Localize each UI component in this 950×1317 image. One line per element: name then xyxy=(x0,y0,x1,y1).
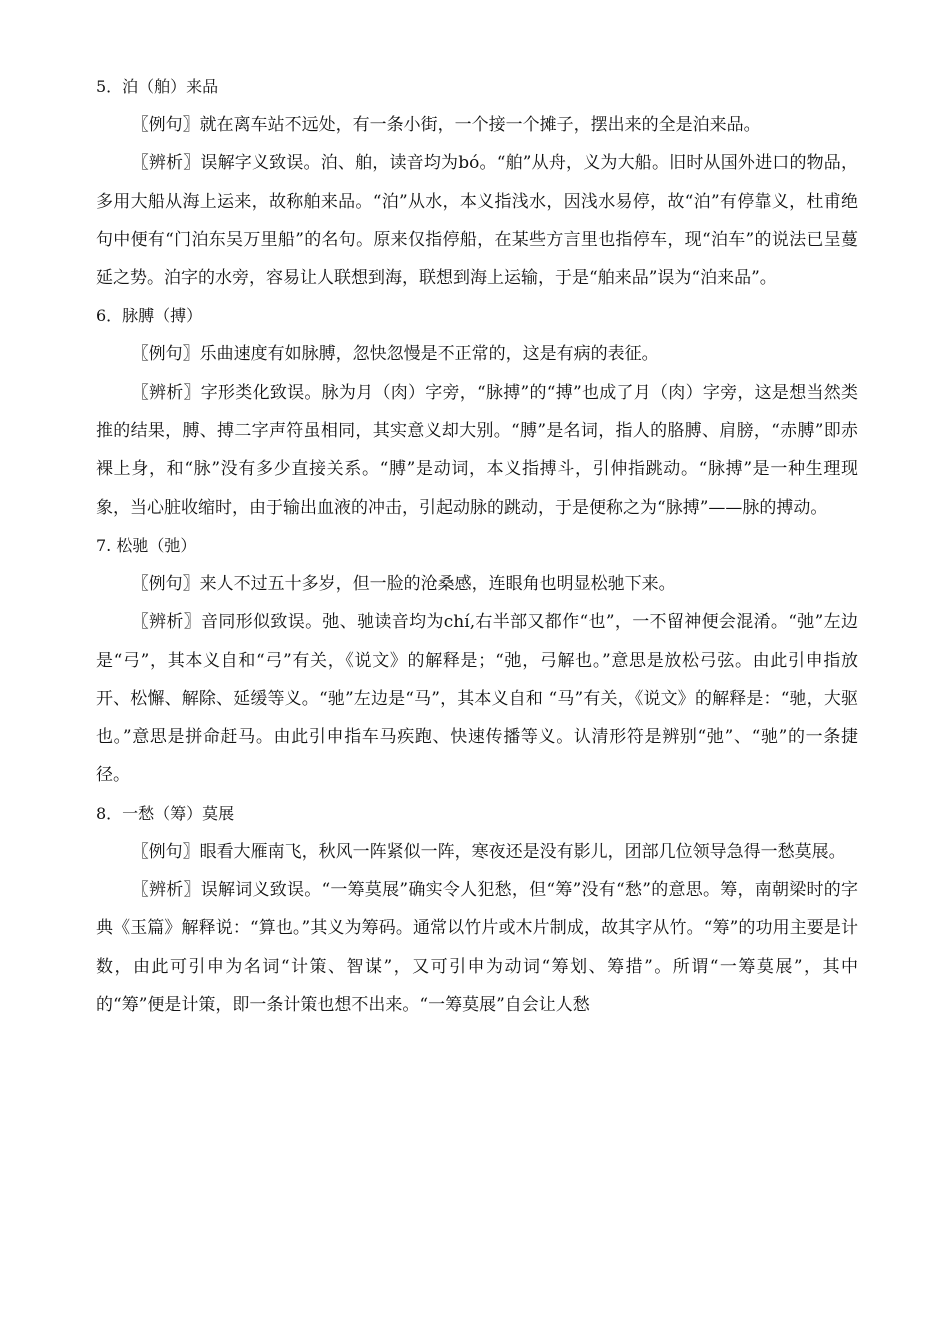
example-sentence: 〖例句〗来人不过五十多岁，但一脸的沧桑感，连眼角也明显松驰下来。 xyxy=(131,573,676,594)
entry-title: 7. 松驰（弛） xyxy=(96,535,197,555)
entry-6 xyxy=(96,297,858,526)
entry-5 xyxy=(96,68,858,297)
entry-title: 6．脉膊（搏） xyxy=(96,306,203,326)
analysis-paragraph: 〖辨析〗字形类化致误。脉为月（肉）字旁，“脉搏”的“搏”也成了月（肉）字旁，这是想当然类推的结果，膊、搏二字声符虽相同，其实意义却大别。“膊”是名词，指人的胳膊、肩膀，“赤膊”即赤裸上身，和“脉”没有多少直接关系。“膊”是动词，本义指搏斗，引伸指跳动。“脉搏”是一种生理现象，当心脏收缩时，由于输出血液的冲击，引起动脉的跳动，于是便称之为“脉搏”——脉的搏动。 xyxy=(96,382,858,518)
example-sentence: 〖例句〗就在离车站不远处，有一条小街，一个接一个摊子，摆出来的全是泊来品。 xyxy=(131,115,761,135)
entry-7 xyxy=(96,527,858,795)
example-sentence: 〖例句〗眼看大雁南飞，秋风一阵紧似一阵，寒夜还是没有影儿，团部几位领导急得一愁莫展。 xyxy=(131,841,846,862)
entry-8 xyxy=(96,795,858,1024)
example-sentence: 〖例句〗乐曲速度有如脉膊，忽快忽慢是不正常的，这是有病的表征。 xyxy=(131,344,659,365)
analysis-paragraph: 〖辨析〗音同形似致误。弛、驰读音均为chí,右半部又都作“也”，一不留神便会混淆。“弛”左边是“弓”，其本义自和“弓”有关，《说文》的解释是；“弛，弓解也。”意思是放松弓弦。由此引申指放开、松懈、解除、延缓等义。“驰”左边是“马”，其本义自和 “马”有关，《说文》的解释是：“驰，大驱也。”意思是拼命赶马。由此引申指车马疾跑、快速传播等义。认清形符是辨别“弛”、“驰”的一条捷径。 xyxy=(96,612,858,786)
entry-title: 5．泊（舶）来品 xyxy=(96,77,219,96)
document-body xyxy=(96,68,858,1024)
analysis-paragraph: 〖辨析〗误解词义致误。“一筹莫展”确实令人犯愁，但“筹”没有“愁”的意思。筹，南朝梁时的字典《玉篇》解释说：“算也。”其义为筹码。通常以竹片或木片制成，故其字从竹。“筹”的功用主要是计数，由此可引申为名词“计策、智谋”，又可引申为动词“筹划、筹措”。所谓“一筹莫展”，其中的“筹”便是计策，即一条计策也想不出来。“一筹莫展”自会让人愁 xyxy=(96,880,858,1015)
analysis-paragraph: 〖辨析〗误解字义致误。泊、舶，读音均为bó。“舶”从舟，义为大船。旧时从国外进口的物品，多用大船从海上运来，故称舶来品。“泊”从水，本义指浅水，因浅水易停，故“泊”有停靠义，杜甫绝句中便有“门泊东吴万里船”的名句。原来仅指停船，在某些方言里也指停车，现“泊车”的说法已呈蔓延之势。泊字的水旁，容易让人联想到海，联想到海上运输，于是“舶来品”误为“泊来品”。 xyxy=(96,153,858,289)
entry-title: 8．一愁（筹）莫展 xyxy=(96,803,235,823)
